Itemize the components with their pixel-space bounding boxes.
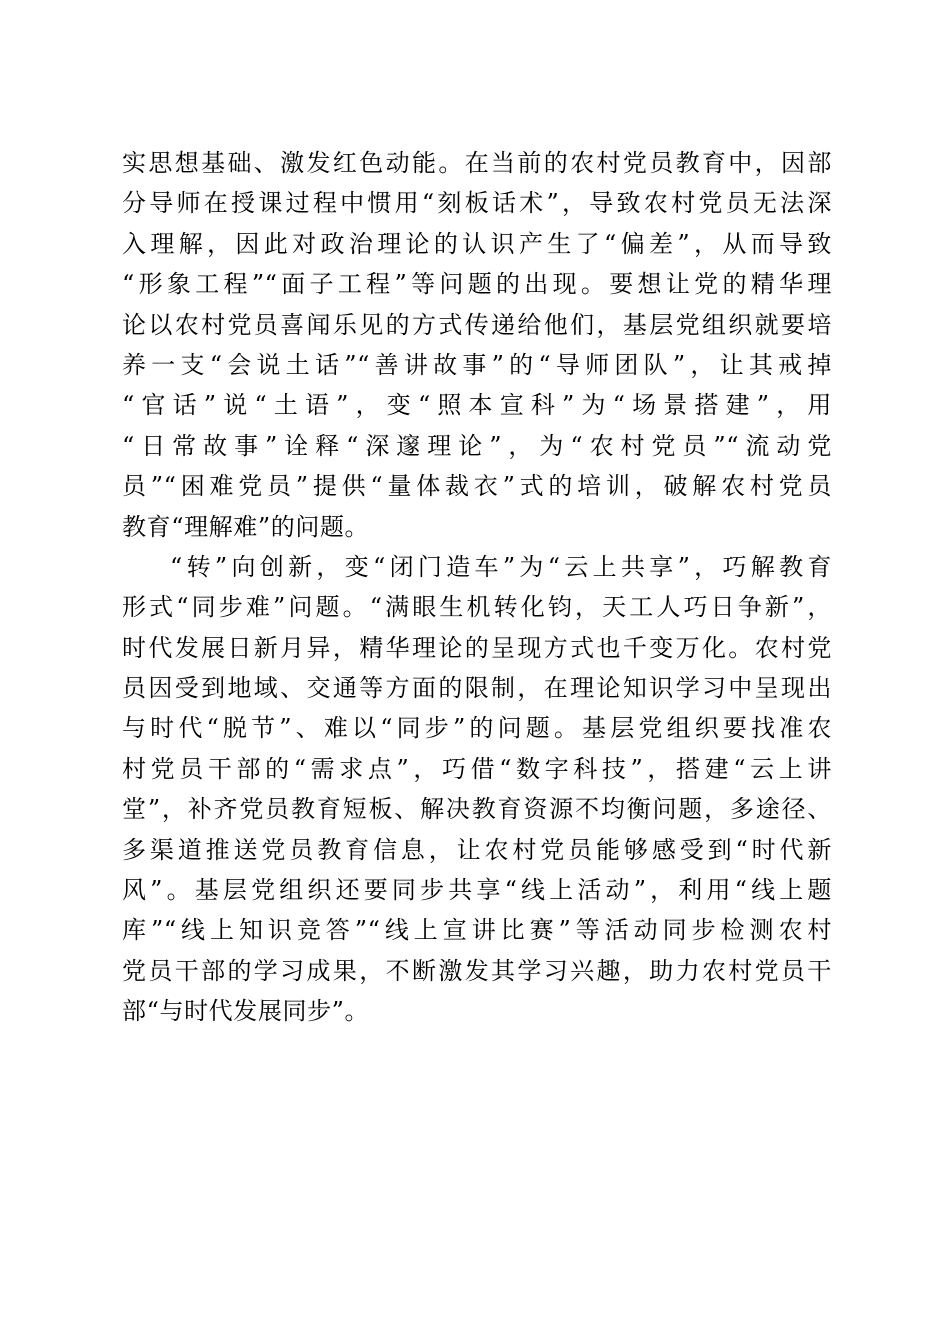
text-line: 分导师在授课过程中惯用“刻板话术”，导致农村党员无法深 — [122, 189, 832, 218]
text-line: 时代发展日新月异，精华理论的呈现方式也千变万化。农村党 — [122, 633, 832, 662]
text-line: “官话”说“土语”，变“照本宣科”为“场景搭建”，用 — [122, 391, 832, 420]
text-line: 多渠道推送党员教育信息，让农村党员能够感受到“时代新 — [122, 835, 832, 864]
text-line: 库”“线上知识竞答”“线上宣讲比赛”等活动同步检测农村 — [122, 916, 832, 945]
paragraph-2 — [122, 547, 832, 1032]
text-line: 论以农村党员喜闻乐见的方式传递给他们，基层党组织就要培 — [122, 310, 832, 339]
text-line: 入理解，因此对政治理论的认识产生了“偏差”，从而导致 — [122, 229, 832, 258]
text-line: “日常故事”诠释“深邃理论”，为“农村党员”“流动党 — [122, 431, 832, 460]
text-line: 村党员干部的“需求点”，巧借“数字科技”，搭建“云上讲 — [122, 754, 832, 783]
document-body — [122, 143, 832, 1032]
text-line: “形象工程”“面子工程”等问题的出现。要想让党的精华理 — [122, 270, 832, 299]
text-line: 教育“理解难”的问题。 — [122, 512, 370, 541]
text-line: 与时代“脱节”、难以“同步”的问题。基层党组织要找准农 — [122, 714, 832, 743]
text-line: 堂”，补齐党员教育短板、解决教育资源不均衡问题，多途径、 — [122, 795, 832, 824]
text-line: 党员干部的学习成果，不断激发其学习兴趣，助力农村党员干 — [122, 956, 832, 985]
text-line: 实思想基础、激发红色动能。在当前的农村党员教育中，因部 — [122, 149, 832, 177]
text-line: 员因受到地域、交通等方面的限制，在理论知识学习中呈现出 — [122, 674, 832, 703]
text-line: 员”“困难党员”提供“量体裁衣”式的培训，破解农村党员 — [122, 472, 832, 501]
text-line: “转”向创新，变“闭门造车”为“云上共享”，巧解教育 — [170, 552, 832, 581]
text-line: 风”。基层党组织还要同步共享“线上活动”，利用“线上题 — [122, 876, 832, 905]
text-line: 部“与时代发展同步”。 — [122, 997, 370, 1026]
paragraph-1 — [122, 143, 832, 547]
text-line: 养一支“会说土话”“善讲故事”的“导师团队”，让其戒掉 — [122, 350, 832, 379]
text-line: 形式“同步难”问题。“满眼生机转化钧，天工人巧日争新”， — [122, 593, 832, 622]
